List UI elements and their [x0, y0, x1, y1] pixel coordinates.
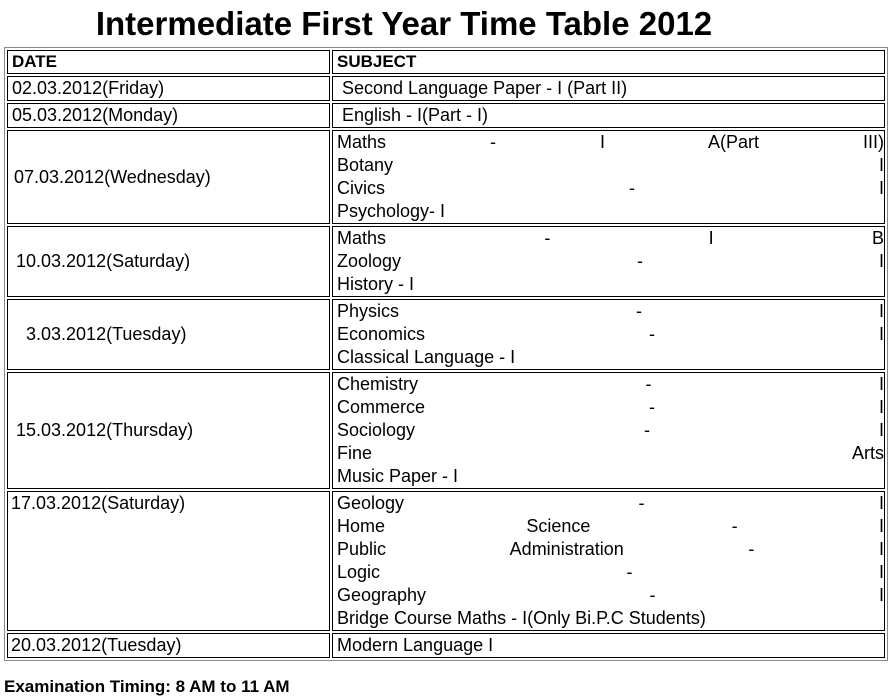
table-row [7, 130, 885, 224]
exam-date: 05.03.2012(Monday) [7, 103, 330, 128]
exam-date: 15.03.2012(Thursday) [7, 372, 330, 489]
page-title: Intermediate First Year Time Table 2012 [95, 5, 713, 42]
subject-line: Psychology- I [337, 201, 446, 221]
subject-line: Zoology - I [337, 251, 884, 271]
table-row [7, 103, 885, 128]
subject-line: Music Paper - I [337, 466, 459, 486]
table-row [7, 491, 885, 631]
exam-subjects [332, 76, 885, 101]
subject-line: Botany I [337, 155, 884, 175]
subject-line: Fine Arts [337, 443, 884, 463]
exam-date: 17.03.2012(Saturday) [7, 491, 330, 631]
subject-line: Geography - I [337, 585, 884, 605]
subject-column-header: SUBJECT [332, 50, 885, 74]
subject-line: Classical Language - I [337, 347, 516, 367]
exam-subjects [332, 372, 885, 489]
exam-subjects [332, 491, 885, 631]
exam-date: 3.03.2012(Tuesday) [7, 299, 330, 370]
subject-line: Public Administration - I [337, 539, 884, 559]
date-column-header: DATE [7, 50, 330, 74]
subject-line: Maths - I A(Part III) [337, 132, 884, 152]
exam-subjects [332, 103, 885, 128]
subject-line: History - I [337, 274, 415, 294]
subject-line: Logic - I [337, 562, 884, 582]
subject-line: English - I(Part - I) [342, 105, 489, 125]
subject-line: Civics - I [337, 178, 884, 198]
exam-date: 10.03.2012(Saturday) [7, 226, 330, 297]
subject-line: Geology - I [337, 493, 884, 513]
subject-line: Maths - I B [337, 228, 884, 248]
examination-timing: Examination Timing: 8 AM to 11 AM [4, 677, 290, 696]
subject-line: Modern Language I [337, 635, 494, 655]
subject-line: Commerce - I [337, 397, 884, 417]
table-header-row [7, 50, 885, 74]
table-row [7, 76, 885, 101]
table-row [7, 299, 885, 370]
table-row [7, 226, 885, 297]
exam-date: 02.03.2012(Friday) [7, 76, 330, 101]
subject-line: Second Language Paper - I (Part II) [342, 78, 628, 98]
exam-date: 20.03.2012(Tuesday) [7, 633, 330, 658]
exam-subjects [332, 633, 885, 658]
subject-line: Physics - I [337, 301, 884, 321]
table-row [7, 372, 885, 489]
subject-line: Bridge Course Maths - I(Only Bi.P.C Students) [337, 608, 706, 628]
exam-subjects [332, 130, 885, 224]
subject-line: Home Science - I [337, 516, 884, 536]
subject-line: Economics - I [337, 324, 884, 344]
table-row [7, 633, 885, 658]
exam-subjects [332, 226, 885, 297]
exam-date: 07.03.2012(Wednesday) [7, 130, 330, 224]
timetable [4, 47, 888, 661]
exam-subjects [332, 299, 885, 370]
subject-line: Sociology - I [337, 420, 884, 440]
subject-line: Chemistry - I [337, 374, 884, 394]
